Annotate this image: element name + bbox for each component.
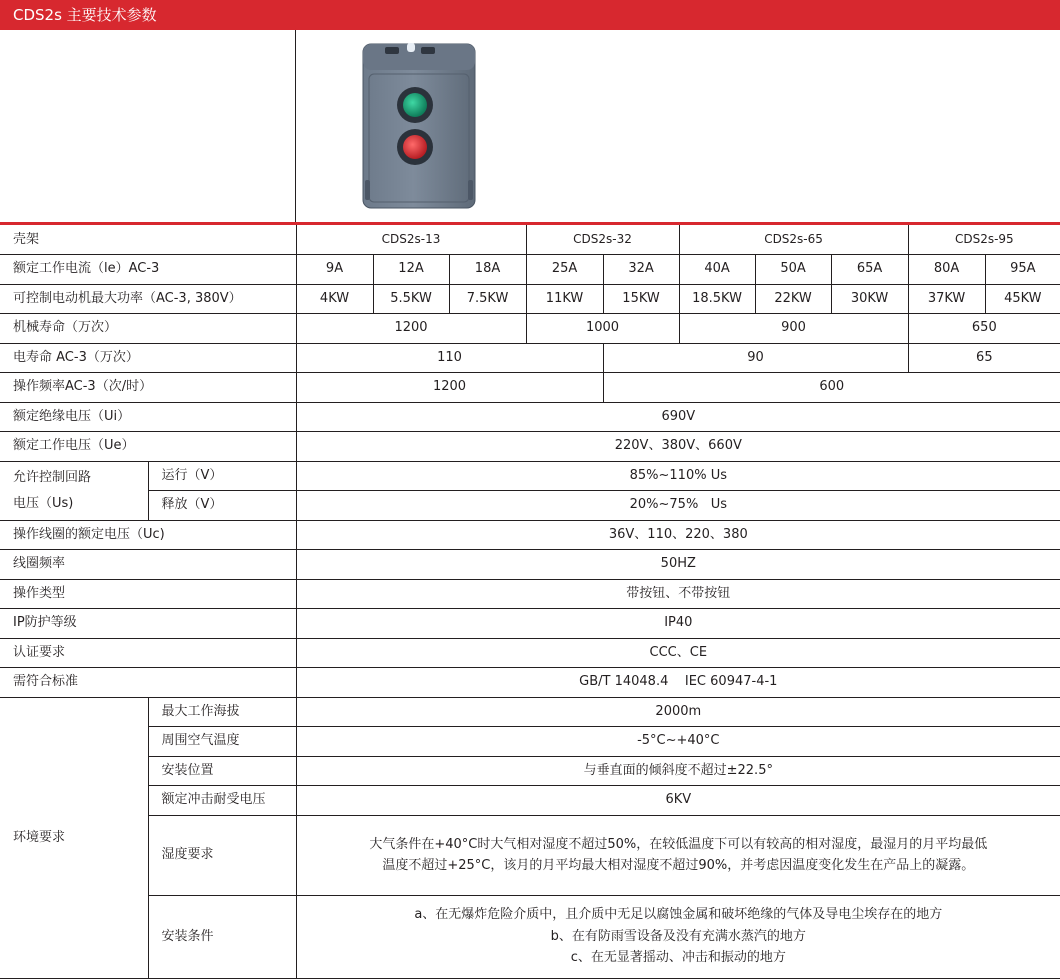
table-cell: IP40 (296, 608, 1060, 638)
row-label: 需符合标准 (0, 667, 296, 697)
table-row (0, 343, 1060, 372)
text-line: b、在有防雨雪设备及没有充满水蒸汽的地方 (550, 928, 806, 944)
sub-label: 运行（V） (148, 461, 296, 490)
row-label: 机械寿命（万次） (0, 313, 296, 343)
table-cell: 25A (526, 254, 603, 284)
table-cell: 45KW (985, 284, 1060, 313)
table-row (0, 549, 1060, 579)
table-row (0, 225, 1060, 254)
spec-table (0, 225, 1060, 979)
sub-label: 安装条件 (148, 895, 296, 978)
table-cell: 50A (755, 254, 831, 284)
table-cell: 1200 (296, 313, 526, 343)
table-row (0, 520, 1060, 549)
row-label: 操作线圈的额定电压（Uc) (0, 520, 296, 549)
sub-label: 额定冲击耐受电压 (148, 785, 296, 815)
product-image-row (0, 30, 1060, 222)
table-cell: 40A (679, 254, 755, 284)
table-row (0, 756, 1060, 785)
table-row (0, 608, 1060, 638)
table-cell: 65 (908, 343, 1060, 372)
table-row (0, 638, 1060, 667)
model-header: CDS2s-32 (526, 225, 679, 254)
table-cell: GB/T 14048.4 IEC 60947-4-1 (296, 667, 1060, 697)
table-cell: 22KW (755, 284, 831, 313)
table-cell: 20%~75% Us (296, 490, 1060, 520)
table-row (0, 254, 1060, 284)
table-cell: 65A (831, 254, 908, 284)
model-header: CDS2s-65 (679, 225, 908, 254)
table-cell: -5°C~+40°C (296, 726, 1060, 756)
row-label: 线圈频率 (0, 549, 296, 579)
table-cell: 37KW (908, 284, 985, 313)
table-cell: 4KW (296, 284, 373, 313)
table-cell: 11KW (526, 284, 603, 313)
text-line: a、在无爆炸危险介质中，且介质中无足以腐蚀金属和破坏绝缘的气体及导电尘埃存在的地方 (414, 907, 943, 923)
table-row (0, 815, 1060, 895)
row-label: 额定绝缘电压（Ui） (0, 402, 296, 431)
row-label: 操作类型 (0, 579, 296, 608)
table-cell: 50HZ (296, 549, 1060, 579)
table-row (0, 313, 1060, 343)
table-cell: 900 (679, 313, 908, 343)
table-row (0, 579, 1060, 608)
table-cell: 带按钮、不带按钮 (296, 579, 1060, 608)
table-cell: 18A (449, 254, 526, 284)
table-cell: 36V、110、220、380 (296, 520, 1060, 549)
table-cell: 与垂直面的倾斜度不超过±22.5° (296, 756, 1060, 785)
table-row (0, 726, 1060, 756)
row-label-line: 允许控制回路 (13, 470, 92, 485)
text-line: c、在无显著摇动、冲击和振动的地方 (570, 950, 786, 966)
table-row (0, 431, 1060, 461)
table-cell: 1000 (526, 313, 679, 343)
table-row (0, 895, 1060, 978)
table-row (0, 785, 1060, 815)
page-title: CDS2s 主要技术参数 (13, 6, 157, 24)
table-cell: 1200 (296, 372, 603, 402)
table-cell: CCC、CE (296, 638, 1060, 667)
table-cell (296, 815, 1060, 895)
row-label: 环境要求 (0, 697, 148, 978)
table-cell: 80A (908, 254, 985, 284)
table-cell: 220V、380V、660V (296, 431, 1060, 461)
table-cell: 18.5KW (679, 284, 755, 313)
sub-label: 释放（V） (148, 490, 296, 520)
table-cell: 90 (603, 343, 908, 372)
table-cell: 110 (296, 343, 603, 372)
control-box-photo (355, 30, 490, 210)
table-cell: 600 (603, 372, 1060, 402)
table-row (0, 667, 1060, 697)
row-label: 操作频率AC-3（次/时） (0, 372, 296, 402)
table-row (0, 402, 1060, 431)
table-cell: 690V (296, 402, 1060, 431)
sub-label: 最大工作海拔 (148, 697, 296, 726)
model-header: CDS2s-13 (296, 225, 526, 254)
table-row (0, 490, 1060, 520)
table-cell: 650 (908, 313, 1060, 343)
row-label: 可控制电动机最大功率（AC-3, 380V） (0, 284, 296, 313)
row-label: 额定工作电流（le）AC-3 (0, 254, 296, 284)
table-cell: 6KV (296, 785, 1060, 815)
table-cell (296, 895, 1060, 978)
table-cell: 85%~110% Us (296, 461, 1060, 490)
row-label (0, 461, 148, 520)
table-row (0, 284, 1060, 313)
table-cell: 9A (296, 254, 373, 284)
table-cell: 5.5KW (373, 284, 449, 313)
title-banner (0, 0, 1060, 30)
sub-label: 安装位置 (148, 756, 296, 785)
row-label: 额定工作电压（Ue） (0, 431, 296, 461)
table-cell: 12A (373, 254, 449, 284)
table-cell: 30KW (831, 284, 908, 313)
table-cell: 32A (603, 254, 679, 284)
table-row (0, 697, 1060, 726)
row-label: 认证要求 (0, 638, 296, 667)
row-label-line: 电压（Us) (13, 495, 74, 511)
table-cell: 15KW (603, 284, 679, 313)
text-line: 温度不超过+25°C，该月的月平均最大相对湿度不超过90%，并考虑因温度变化发生在产品上的凝露。 (382, 858, 975, 873)
text-line: 大气条件在+40°C时大气相对湿度不超过50%，在较低温度下可以有较高的相对湿度，最湿月的月平均最低 (369, 836, 988, 852)
row-label: IP防护等级 (0, 608, 296, 638)
sub-label: 周围空气温度 (148, 726, 296, 756)
table-row (0, 372, 1060, 402)
table-cell: 2000m (296, 697, 1060, 726)
row-label: 电寿命 AC-3（万次） (0, 343, 296, 372)
model-header: CDS2s-95 (908, 225, 1060, 254)
table-cell: 7.5KW (449, 284, 526, 313)
table-cell: 95A (985, 254, 1060, 284)
row-label: 壳架 (0, 225, 296, 254)
table-row (0, 461, 1060, 490)
sub-label: 湿度要求 (148, 815, 296, 895)
